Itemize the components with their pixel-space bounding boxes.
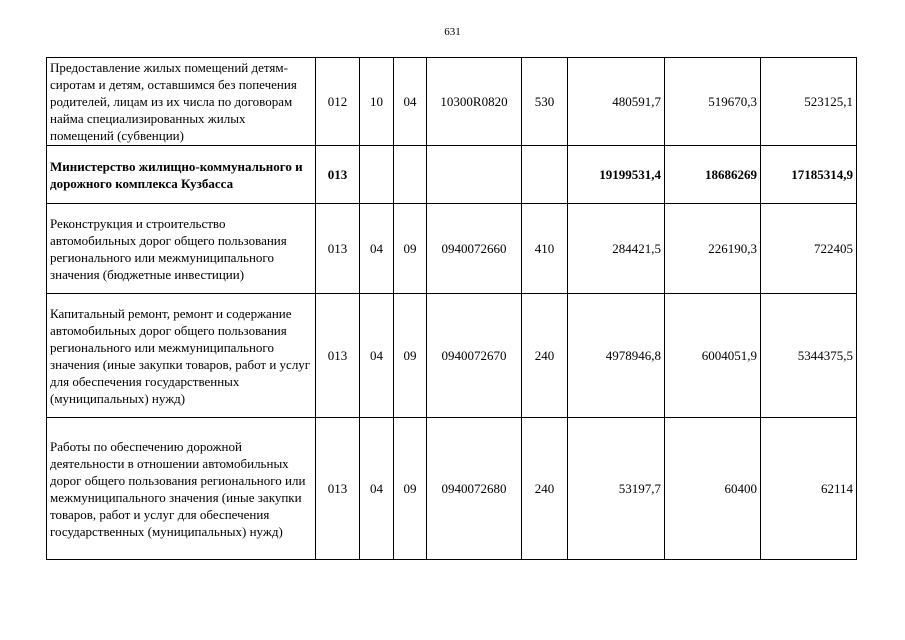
section-code: 04 [360,294,394,418]
section-code: 10 [360,58,394,146]
target-item-code: 10300R0820 [427,58,522,146]
subsection-code: 09 [394,204,427,294]
expense-type-code: 530 [522,58,568,146]
row-name: Капитальный ремонт, ремонт и содержание автомобильных дорог общего пользования регионального или межмуниципального значения (иные закупки товаров, работ и услуг для обеспечения государственных (муниципальных) нужд) [47,294,316,418]
row-name: Работы по обеспечению дорожной деятельности в отношении автомобильных дорог общего пользования регионального или межмуниципального значения (иные закупки товаров, работ и услуг для обеспечения государственных (муниципальных) нужд) [47,418,316,560]
amount-year-1: 4978946,8 [568,294,665,418]
section-code: 04 [360,204,394,294]
section-code [360,146,394,204]
amount-year-3: 722405 [761,204,857,294]
target-item-code [427,146,522,204]
expense-type-code: 240 [522,418,568,560]
amount-year-1: 480591,7 [568,58,665,146]
table-row [47,418,857,560]
row-name: Министерство жилищно-коммунального и дорожного комплекса Кузбасса [47,146,316,204]
budget-table [46,57,857,560]
target-item-code: 0940072660 [427,204,522,294]
table-row [47,204,857,294]
amount-year-2: 18686269 [665,146,761,204]
ministry-code: 013 [316,294,360,418]
table-row [47,294,857,418]
amount-year-3: 523125,1 [761,58,857,146]
subsection-code: 09 [394,418,427,560]
amount-year-2: 519670,3 [665,58,761,146]
amount-year-2: 6004051,9 [665,294,761,418]
expense-type-code [522,146,568,204]
amount-year-1: 53197,7 [568,418,665,560]
subsection-code [394,146,427,204]
expense-type-code: 410 [522,204,568,294]
amount-year-1: 284421,5 [568,204,665,294]
ministry-code: 013 [316,418,360,560]
target-item-code: 0940072680 [427,418,522,560]
amount-year-3: 5344375,5 [761,294,857,418]
expense-type-code: 240 [522,294,568,418]
row-name: Реконструкция и строительство автомобильных дорог общего пользования регионального или межмуниципального значения (бюджетные инвестиции) [47,204,316,294]
row-name: Предоставление жилых помещений детям-сиротам и детям, оставшимся без попечения родителей, лицам из их числа по договорам найма специализированных жилых помещений (субвенции) [47,58,316,146]
ministry-code: 012 [316,58,360,146]
amount-year-2: 226190,3 [665,204,761,294]
table-row [47,58,857,146]
amount-year-1: 19199531,4 [568,146,665,204]
subsection-code: 09 [394,294,427,418]
ministry-code: 013 [316,146,360,204]
section-code: 04 [360,418,394,560]
ministry-code: 013 [316,204,360,294]
amount-year-3: 62114 [761,418,857,560]
target-item-code: 0940072670 [427,294,522,418]
amount-year-2: 60400 [665,418,761,560]
page-number: 631 [444,26,461,38]
subsection-code: 04 [394,58,427,146]
table-row [47,146,857,204]
amount-year-3: 17185314,9 [761,146,857,204]
